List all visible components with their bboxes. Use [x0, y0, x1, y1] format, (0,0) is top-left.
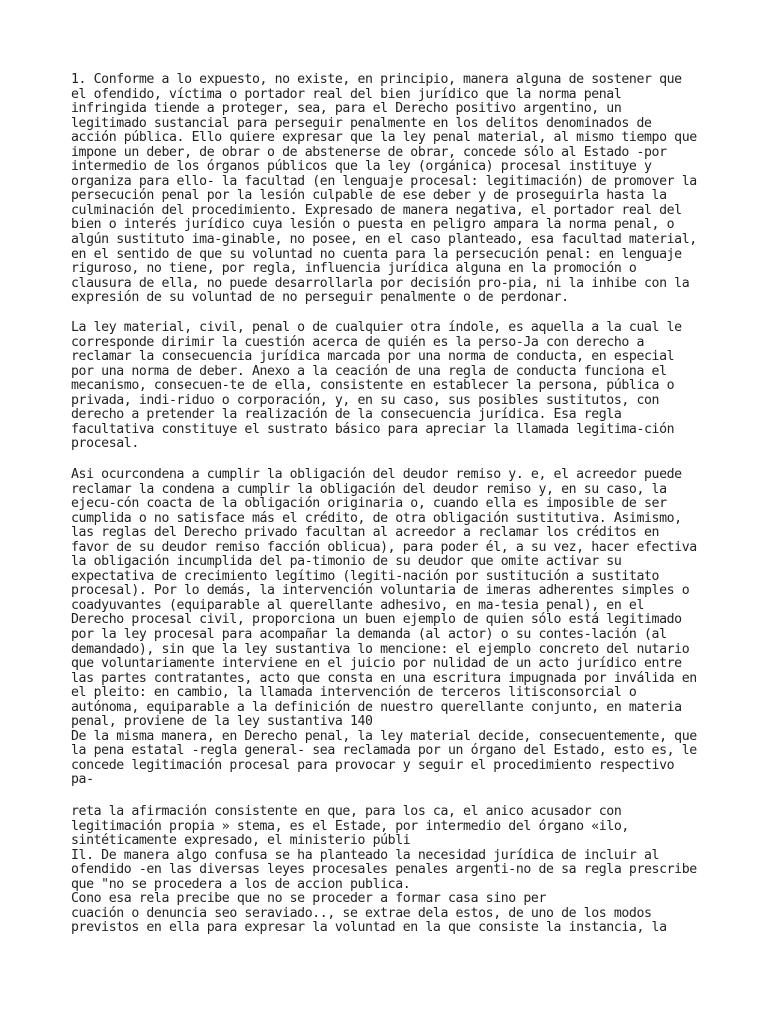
text-line: autónoma, equiparable a la definición de nuestro querellante conjunto, en materia [71, 699, 682, 715]
text-line: acción pública. Ello quiere expresar que la ley penal material, al mismo tiempo que [71, 130, 697, 146]
text-line: por una norma de deber. Anexo a la ceación de una regla de conducta funciona el [71, 363, 667, 379]
text-line: impone un deber, de obrar o de abstenerse de obrar, concede sólo al Estado -por [71, 144, 667, 160]
text-line: riguroso, no tiene, por regla, influencia jurídica alguna en la promoción o [71, 261, 637, 277]
text-line: procesal. [71, 436, 139, 452]
text-line: reclamar la condena a cumplir la obligación del deudor remiso y, en su caso, la [71, 481, 667, 497]
text-line: que "no se procedera a los de accion publica. [71, 876, 411, 892]
text-line: Derecho procesal civil, proporciona un buen ejemplo de quien sólo está legitimado [71, 612, 682, 628]
text-line: concede legitimación procesal para provocar y seguir el procedimiento respectivo [71, 757, 675, 773]
text-line: previstos en ella para expresar la voluntad en la que consiste la instancia, la [71, 920, 667, 936]
text-line: bien o interés jurídico cuya lesión o puesta en peligro ampara la norma penal, o [71, 217, 675, 233]
text-line: las reglas del Derecho privado facultan al acreedor a reclamar los créditos en [71, 525, 660, 541]
text-line: pa- [71, 772, 94, 788]
paragraph-2 [71, 321, 682, 452]
text-line: por la ley procesal para acompañar la demanda (al actor) o su contes-lación (al [71, 627, 667, 643]
text-line: De la misma manera, en Derecho penal, la ley material decide, consecuentemente, que [71, 728, 697, 744]
text-line: legitimado sustancial para perseguir penalmente en los delitos denominados de [71, 115, 652, 131]
text-line: La ley material, civil, penal o de cualquier otra índole, es aquella a la cual le [71, 320, 682, 335]
text-line: corresponde dirimir la cuestión acerca de quién es la perso-Ja con derecho a [71, 334, 645, 350]
text-line: privada, indi-riduo o corporación, y, en su caso, sus posibles sustitutos, con [71, 392, 660, 408]
text-line: 1. Conforme a lo expuesto, no existe, en principio, manera alguna de sostener que [71, 72, 682, 87]
text-line: intermedio de los órganos públicos que la ley (orgánica) procesal instituye y [71, 159, 652, 175]
text-line: demandado), sin que la ley sustantiva lo mencione: el ejemplo concreto del nutario [71, 641, 690, 657]
text-line: el pleito: en cambio, la llamada intervención de terceros litisconsorcial o [71, 685, 637, 701]
text-line: coadyuvantes (equiparable al querellante adhesivo, en ma-tesia penal), en el [71, 597, 645, 613]
paragraph-1 [71, 73, 697, 306]
text-line: reta la afirmación consistente en que, para los ca, el anico acusador con [71, 804, 622, 819]
text-line: cumplida o no satisface más el crédito, de otra obligación sustitutiva. Asimismo, [71, 510, 682, 526]
text-line: Asi ocurcondena a cumplir la obligación del deudor remiso y. e, el acreedor puede [71, 467, 682, 482]
text-line: persecución penal por la lesión culpable de ese deber y de proseguirla hasta la [71, 188, 667, 204]
text-line: mecanismo, consecuen-te de ella, consistente en establecer la persona, pública o [71, 378, 675, 394]
text-line: organiza para ello- la facultad (en lenguaje procesal: legitimación) de promover la [71, 173, 697, 189]
text-line: facultativa constituye el sustrato básico para apreciar la llamada legitima-ción [71, 421, 675, 437]
text-line: ejecu-cón coacta de la obligación originaria o, cuando ella es imposible de ser [71, 496, 667, 512]
text-line: derecho a pretender la realización de la consecuencia jurídica. Esa regla [71, 407, 622, 423]
text-line: en el sentido de que su voluntad no cuenta para la persecución penal: en lenguaje [71, 246, 682, 262]
text-line: reclamar la consecuencia jurídica marcada por una norma de conducta, en especial [71, 349, 675, 365]
text-line: expectativa de crecimiento legítimo (legiti-nación por sustitución a sustitato [71, 568, 660, 584]
text-line: legitimación propia » stema, es el Estade, por intermedio del órgano «ilo, [71, 818, 629, 834]
text-line: penal, proviene de la ley sustantiva 140 [71, 714, 373, 730]
text-line: el ofendido, víctima o portador real del bien jurídico que la norma penal [71, 86, 622, 102]
paragraph-3 [71, 468, 697, 788]
text-line: procesal). Por lo demás, la intervención voluntaria de imeras adherentes simples o [71, 583, 690, 599]
text-line: algún sustituto ima-ginable, no posee, en el caso planteado, esa facultad material, [71, 232, 697, 248]
text-line: las partes contratantes, acto que consta en una escritura impugnada por inválida en [71, 670, 697, 686]
text-line: ofendido -en las diversas leyes procesales penales argenti-no de sa regla prescribe [71, 862, 697, 878]
text-line: expresión de su voluntad de no perseguir penalmente o de perdonar. [71, 290, 569, 306]
text-line: la obligación incumplida del pa-timonio de su deudor que omite activar su [71, 554, 622, 570]
paragraph-4 [71, 805, 697, 936]
text-line: cuación o denuncia seo seraviado.., se extrae dela estos, de uno de los modos [71, 905, 652, 921]
text-line: clausura de ella, no puede desarrollarla por decisión pro-pia, ni la inhibe con la [71, 275, 690, 291]
text-line: infringida tiende a proteger, sea, para el Derecho positivo argentino, un [71, 101, 622, 117]
text-line: favor de su deudor remiso facción oblicua), para poder él, a su vez, hacer efectiva [71, 539, 697, 555]
text-line: Il. De manera algo confusa se ha planteado la necesidad jurídica de incluir al [71, 847, 660, 863]
text-line: culminación del procedimiento. Expresado de manera negativa, el portador real del [71, 202, 682, 218]
text-line: Cono esa rela precibe que no se proceder a formar casa sino per [71, 891, 546, 907]
text-line: que voluntariamente interviene en el juicio por nulidad de un acto jurídico entre [71, 656, 682, 672]
text-line: sintéticamente expresado, el ministerio públi [71, 833, 411, 849]
text-line: la pena estatal -regla general- sea reclamada por un órgano del Estado, esto es, le [71, 743, 697, 759]
